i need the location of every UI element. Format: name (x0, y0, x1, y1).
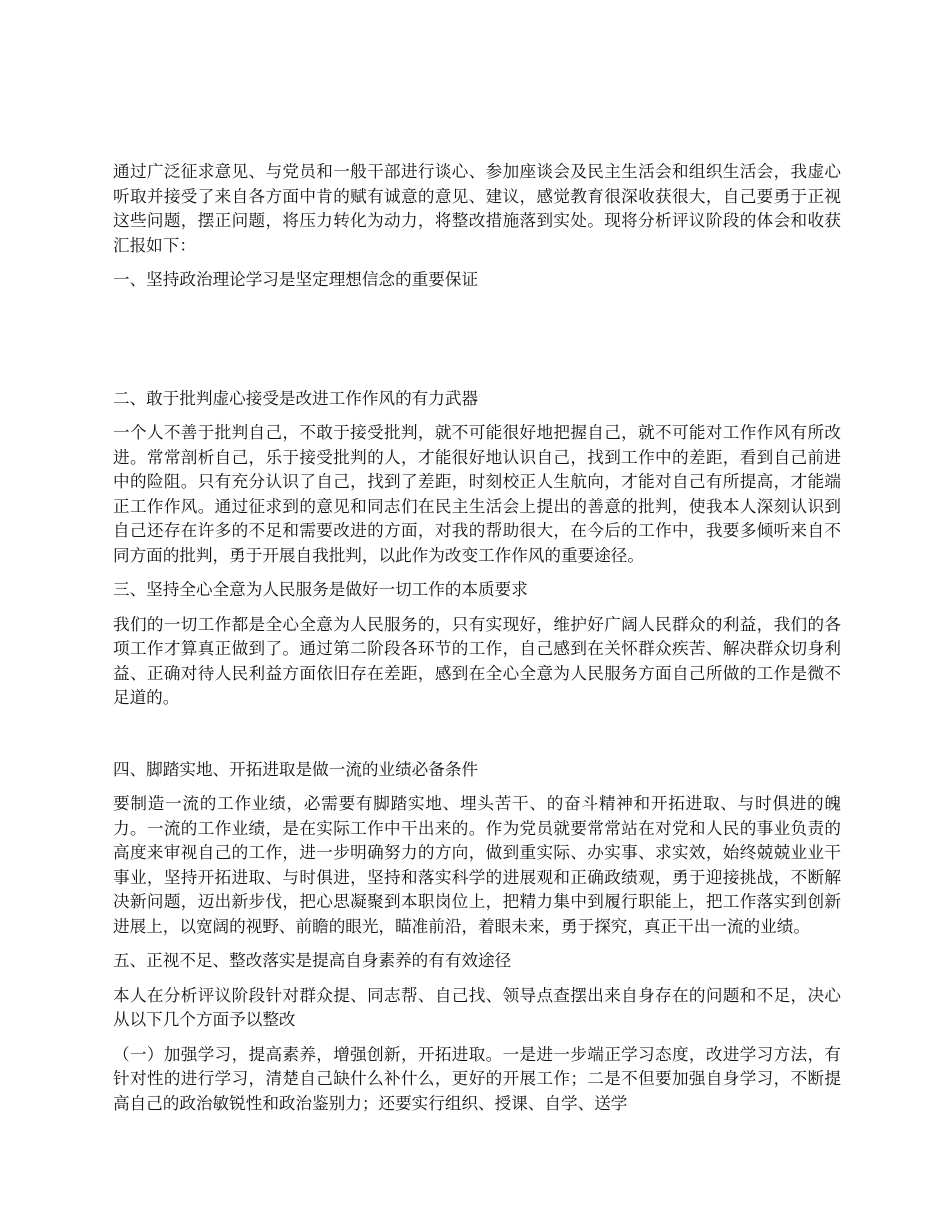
section-5-body: 本人在分析评议阶段针对群众提、同志帮、自己找、领导点查摆出来自身存在的问题和不足，决心从以下几个方面予以整改 (113, 985, 841, 1029)
section-4-body: 要制造一流的工作业绩，必需要有脚踏实地、埋头苦干、的奋斗精神和开拓进取、与时俱进的魄力。一流的工作业绩，是在实际工作中干出来的。作为党员就要常常站在对党和人民的事业负责的高度来审视自己的工作，进一步明确努力的方向，做到重实际、办实事、求实效，始终兢兢业业干事业，坚持开拓进取、与时俱进，坚持和落实科学的进展观和正确政绩观，勇于迎接挑战，不断解决新问题，迈出新步伐，把心思凝聚到本职岗位上，把精力集中到履行职能上，把工作落实到创新进展上，以宽阔的视野、前瞻的眼光，瞄准前沿，着眼未来，勇于探究，真正干出一流的业绩。 (113, 794, 841, 936)
document-body (113, 160, 841, 1126)
intro-paragraph: 通过广泛征求意见、与党员和一般干部进行谈心、参加座谈会及民主生活会和组织生活会，我虚心听取并接受了来自各方面中肯的赋有诚意的意见、建议，感觉教育很深收获很大，自己要勇于正视这些问题，摆正问题，将压力转化为动力，将整改措施落到实处。现将分析评议阶段的体会和收获汇报如下： (113, 162, 841, 255)
blank-space (113, 721, 841, 758)
section-3-heading: 三、坚持全心全意为人民服务是做好一切工作的本质要求 (113, 580, 528, 599)
section-3-body: 我们的一切工作都是全心全意为人民服务的，只有实现好，维护好广阔人民群众的利益，我们的各项工作才算真正做到了。通过第二阶段各环节的工作，自己感到在关怀群众疾苦、解决群众切身利益、正确对待人民利益方面依旧存在差距，感到在全心全意为人民服务方面自己所做的工作是微不足道的。 (113, 614, 841, 707)
section-4-heading: 四、脚踏实地、开拓进取是做一流的业绩必备条件 (113, 759, 479, 779)
section-2-heading: 二、敢于批判虚心接受是改进工作作风的有力武器 (113, 388, 479, 408)
item-one-paragraph: （一）加强学习，提高素养，增强创新，开拓进取。一是进一步端正学习态度，改进学习方法，有针对性的进行学习，清楚自己缺什么补什么，更好的开展工作；二是不但要加强自身学习，不断提高自己的政治敏锐性和政治鉴别力；还要实行组织、授课、自学、送学 (113, 1044, 841, 1113)
section-5-heading: 五、正视不足、整改落实是提高自身素养的有有效途径 (113, 951, 512, 970)
section-1-heading: 一、坚持政治理论学习是坚定理想信念的重要保证 (113, 270, 479, 289)
blank-space (113, 303, 841, 387)
section-2-body: 一个人不善于批判自己，不敢于接受批判，就不可能很好地把握自己，就不可能对工作作风有所改进。常常剖析自己，乐于接受批判的人，才能很好地认识自己，找到工作中的差距，看到自己前进中的险阻。只有充分认识了自己，找到了差距，时刻校正人生航向，才能对自己有所提高，才能端正工作作风。通过征求到的意见和同志们在民主生活会上提出的善意的批判，使我本人深刻认识到自己还存在许多的不足和需要改进的方面，对我的帮助很大，在今后的工作中，我要多倾听来自不同方面的批判，勇于开展自我批判，以此作为改变工作作风的重要途径。 (113, 423, 841, 565)
